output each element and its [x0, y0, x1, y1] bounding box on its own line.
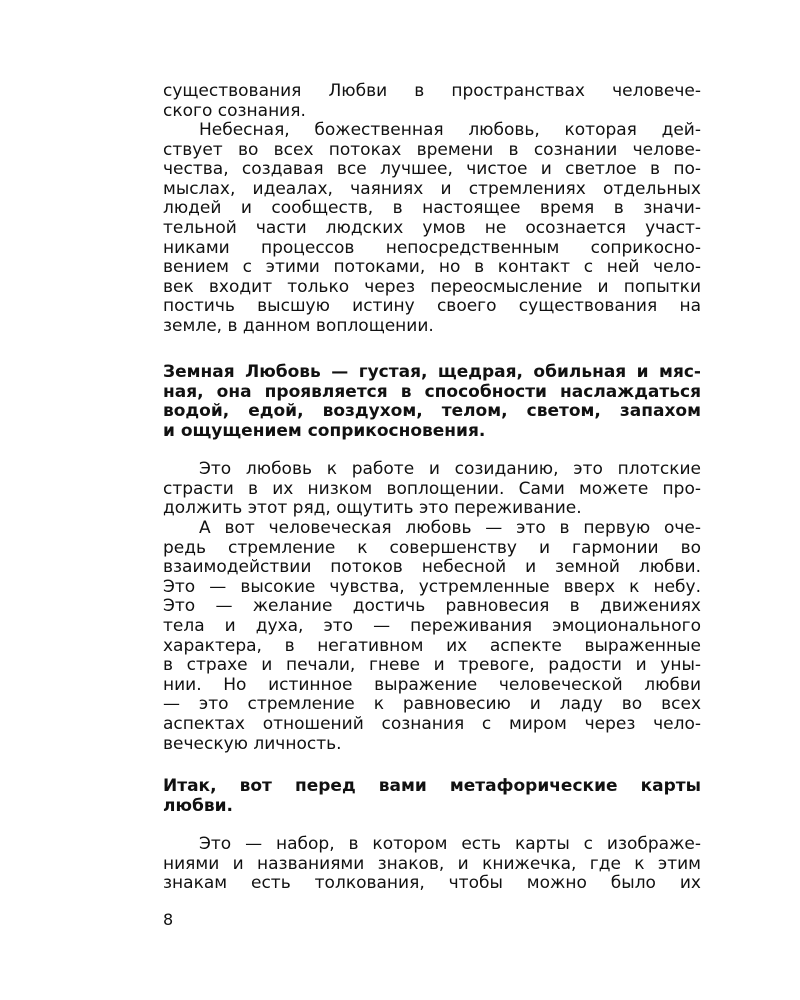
text-line: мыслах, идеалах, чаяниях и стремлениях отдельных — [163, 178, 701, 199]
text-line: знакам есть толкования, чтобы можно было их — [163, 873, 701, 894]
text-line: тельной части людских умов не осознается участ- — [163, 217, 701, 238]
text-line: постичь высшую истину своего существования на — [163, 296, 701, 317]
text-line: ниями и названиями знаков, и книжечка, где к этим — [163, 853, 701, 874]
paragraph-heavenly-love — [163, 121, 701, 337]
text-line: никами процессов непосредственным соприкосно- — [163, 237, 701, 258]
text-line: Земная Любовь — густая, щедрая, обильная и мяс- — [163, 362, 701, 382]
text-line: тела и духа, это — переживания эмоционального — [163, 615, 701, 636]
text-line: взаимодействии потоков небесной и земной любви. — [163, 557, 701, 578]
paragraph-card-set — [163, 835, 701, 894]
text-line: земле, в данном воплощении. — [163, 315, 434, 336]
bold-paragraph-earthly-love — [163, 363, 701, 441]
text-line: ная, она проявляется в способности наслаждаться — [163, 381, 701, 402]
text-line: в страхе и печали, гневе и тревоге, радости и уны- — [163, 655, 701, 676]
text-line: нии. Но истинное выражение человеческой любви — [163, 674, 701, 695]
text-line: чества, создавая все лучшее, чистое и светлое в по- — [163, 159, 701, 180]
text-line: людей и сообществ, в настоящее время в значи- — [163, 198, 701, 219]
text-line: Это любовь к работе и созиданию, это плотские — [199, 459, 701, 479]
text-line: вением с этими потоками, но в контакт с ней чело- — [163, 257, 701, 278]
text-line: — это стремление к равновесию и ладу во всех — [163, 694, 701, 715]
paragraph-work-love — [163, 460, 701, 519]
text-line: век входит только через переосмысление и попытки — [163, 276, 701, 297]
text-line: характера, в негативном их аспекте выраженные — [163, 635, 701, 656]
bold-paragraph-metaphoric-cards — [163, 777, 701, 816]
paragraph-human-love — [163, 519, 701, 754]
text-line: А вот человеческая любовь — это в первую оче- — [199, 518, 701, 538]
text-line: и ощущением соприкосновения. — [163, 420, 486, 441]
text-line: водой, едой, воздухом, телом, светом, запахом — [163, 401, 701, 422]
text-line: Итак, вот перед вами метафорические карты — [163, 776, 701, 796]
text-line: любви. — [163, 795, 233, 816]
text-line: страсти в их низком воплощении. Сами можете про- — [163, 478, 701, 499]
text-line: аспектах отношений сознания с миром через чело- — [163, 713, 701, 734]
text-line: Это — набор, в котором есть карты с изображе- — [199, 834, 701, 854]
text-line: ского сознания. — [163, 100, 306, 121]
page-number: 8 — [163, 910, 174, 929]
text-line: редь стремление к совершенству и гармонии во — [163, 537, 701, 558]
text-line: Это — желание достичь равновесия в движениях — [163, 596, 701, 617]
text-line: должить этот ряд, ощутить это переживание. — [163, 498, 582, 519]
text-line: существования Любви в пространствах человече- — [163, 81, 701, 101]
text-line: ствует во всех потоках времени в сознании челове- — [163, 139, 701, 160]
text-line: Небесная, божественная любовь, которая дей- — [199, 120, 701, 140]
text-line: веческую личность. — [163, 733, 342, 754]
text-line: Это — высокие чувства, устремленные вверх к небу. — [163, 576, 701, 597]
paragraph-continuation — [163, 82, 701, 121]
